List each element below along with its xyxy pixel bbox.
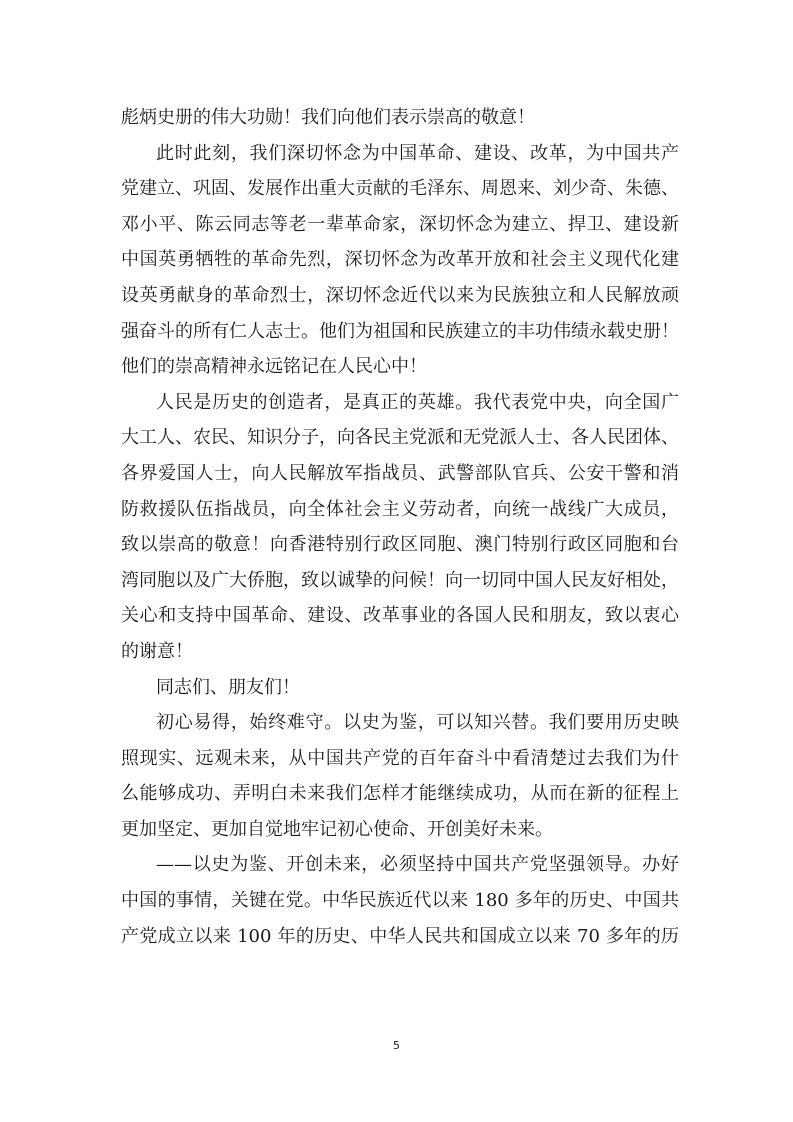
document-body bbox=[121, 100, 679, 954]
text-line: 同志们、朋友们！ bbox=[156, 676, 300, 698]
text-line: 更加坚定、更加自觉地牢记初心使命、开创美好未来。 bbox=[121, 818, 553, 840]
text-line: 设英勇献身的革命烈士，深切怀念近代以来为民族独立和人民解放顽 bbox=[121, 284, 679, 306]
text-line: 的谢意！ bbox=[121, 640, 193, 662]
text-line: 中国的事情，关键在党。中华民族近代以来 180 多年的历史、中国共 bbox=[121, 890, 679, 912]
text-line: ——以史为鉴、开创未来，必须坚持中国共产党坚强领导。办好 bbox=[156, 854, 679, 876]
text-line: 邓小平、陈云同志等老一辈革命家，深切怀念为建立、捍卫、建设新 bbox=[121, 213, 679, 235]
text-line: 此时此刻，我们深切怀念为中国革命、建设、改革，为中国共产 bbox=[156, 142, 679, 164]
text-line: 各界爱国人士，向人民解放军指战员、武警部队官兵、公安干警和消 bbox=[121, 462, 679, 484]
text-line: 强奋斗的所有仁人志士。他们为祖国和民族建立的丰功伟绩永载史册！ bbox=[121, 320, 679, 342]
text-line: 大工人、农民、知识分子，向各民主党派和无党派人士、各人民团体、 bbox=[121, 427, 679, 449]
text-line: 关心和支持中国革命、建设、改革事业的各国人民和朋友，致以衷心 bbox=[121, 605, 679, 627]
text-line: 中国英勇牺牲的革命先烈，深切怀念为改革开放和社会主义现代化建 bbox=[121, 249, 679, 271]
text-line: 产党成立以来 100 年的历史、中华人民共和国成立以来 70 多年的历 bbox=[121, 925, 679, 947]
text-line: 防救援队伍指战员，向全体社会主义劳动者，向统一战线广大成员， bbox=[121, 498, 679, 520]
text-line: 他们的崇高精神永远铭记在人民心中！ bbox=[121, 356, 427, 378]
text-line: 照现实、远观未来，从中国共产党的百年奋斗中看清楚过去我们为什 bbox=[121, 747, 679, 769]
text-line: 党建立、巩固、发展作出重大贡献的毛泽东、周恩来、刘少奇、朱德、 bbox=[121, 178, 679, 200]
text-line: 致以崇高的敬意！向香港特别行政区同胞、澳门特别行政区同胞和台 bbox=[121, 534, 679, 556]
text-line: 人民是历史的创造者，是真正的英雄。我代表党中央，向全国广 bbox=[156, 391, 679, 413]
text-line: 彪炳史册的伟大功勋！我们向他们表示崇高的敬意！ bbox=[121, 107, 535, 128]
text-line: 么能够成功、弄明白未来我们怎样才能继续成功，从而在新的征程上 bbox=[121, 783, 679, 805]
page-number: 5 bbox=[393, 1039, 400, 1052]
text-line: 湾同胞以及广大侨胞，致以诚挚的问候！向一切同中国人民友好相处， bbox=[121, 569, 679, 591]
text-line: 初心易得，始终难守。以史为鉴，可以知兴替。我们要用历史映 bbox=[156, 712, 679, 734]
